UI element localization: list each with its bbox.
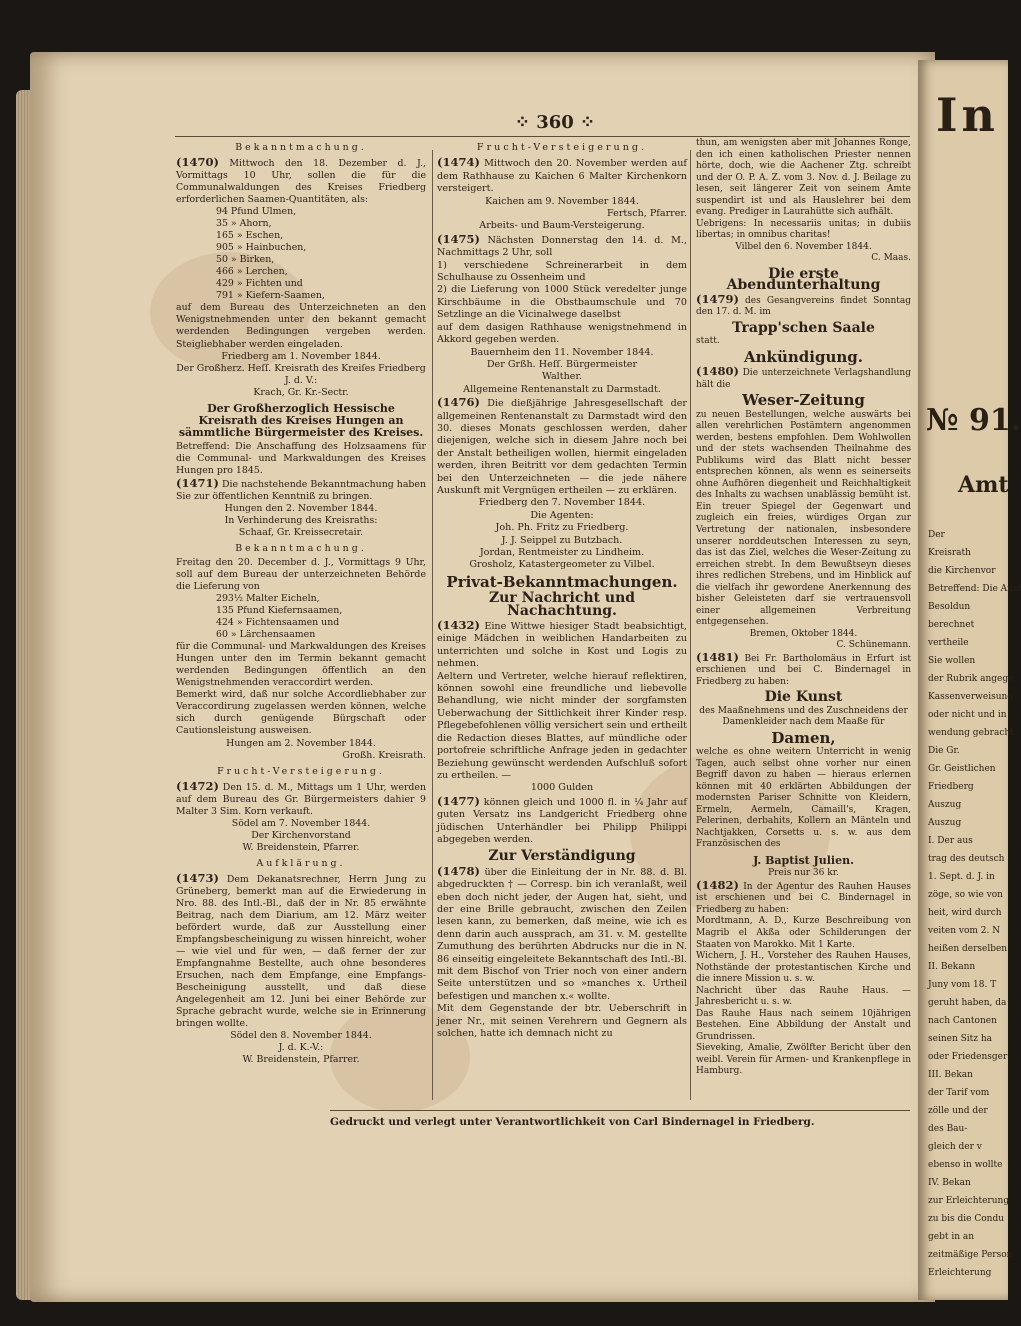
notice-text: auf dem dasigen Rathhause wenigstnehmend in Akkord gegeben werden.	[437, 321, 687, 346]
notice-line	[176, 375, 426, 387]
notice-line	[176, 527, 426, 539]
notice-text: Bremen, Oktober 1844.	[749, 628, 858, 639]
notice-text: J. d. K.-V.:	[278, 1042, 324, 1054]
notice-text: Wichern, J. H., Vorsteher des Rauhen Hauses, Nothstände der protestantischen Kirche und die innere Mission u. s. w.	[696, 951, 911, 985]
notice-text: 429 » Fichten und	[216, 278, 303, 290]
right-page-title: In	[936, 88, 999, 142]
notice-text: Hungen am 2. November 1844.	[226, 737, 376, 749]
notice-paragraph	[696, 336, 911, 348]
notice-text: J. J. Seippel zu Butzbach.	[501, 534, 623, 546]
header-rule	[175, 136, 910, 137]
notice-text: C. Schünemann.	[836, 640, 911, 651]
notice-text: Aufklärung.	[256, 857, 346, 869]
notice-text: Södel den 8. November 1844.	[230, 1030, 372, 1042]
right-page-line: geruht haben, da	[928, 998, 1007, 1008]
notice-number: (1476)	[437, 395, 480, 410]
notice-paragraph	[696, 1043, 911, 1078]
notice-text: Privat-Bekanntmachungen.	[446, 572, 678, 591]
notice-text: W. Breidenstein, Pfarrer.	[242, 1054, 360, 1066]
notice-line	[176, 363, 426, 375]
page-number: ⁘ 360 ⁘	[514, 112, 596, 133]
right-page-line: wendung gebracht	[928, 728, 1014, 738]
notice-text: Aeltern und Vertreter, welche hierauf reflektiren, können sowohl eine freundliche und liebevolle Behandlung, wie nicht minder der sorgfamsten Ueberwachung der Sittlichkeit ihrer Kinder resp. Pflegebefohlenen völlig versichert sein und ertheilt die Redaction dieses Blattes, auf mündliche oder portofreie schriftliche Anfrage jeden in gedachter Beziehung gewünscht werdenden Aufschluß sofort zu ertheilen. —	[437, 670, 687, 781]
right-page-line: ebenso in wollte	[928, 1160, 1003, 1170]
notice-line	[176, 290, 426, 302]
right-page-line: gleich der v	[928, 1142, 982, 1152]
notice-line	[437, 535, 687, 547]
notice-paragraph	[176, 441, 426, 477]
right-page-line: IV. Bekan	[928, 1178, 971, 1188]
notice-text: Nächsten Donnerstag den 14. d. M., Nachmittags 2 Uhr, soll	[437, 234, 687, 259]
notice-number: (1470)	[176, 155, 219, 170]
notice-text: Uebrigens: In necessariis unitas; in dubiis libertas; in omnibus charitas!	[696, 218, 911, 241]
notice-text: Ankündigung.	[744, 347, 863, 366]
notice-heading	[696, 347, 911, 366]
notice-text: Freitag den 20. December d. J., Vormittags 9 Uhr, soll auf dem Bureau der unterzeichneten Behörde die Lieferung von	[176, 557, 426, 593]
notice-number: (1479)	[696, 291, 739, 306]
right-page-line: berechnet	[928, 620, 975, 630]
notice-paragraph	[437, 619, 687, 671]
notice-heading	[176, 766, 426, 778]
column-2	[437, 138, 687, 1040]
notice-text: Krach, Gr. Kr.-Sectr.	[253, 386, 349, 398]
notice-text: Kaichen am 9. November 1844.	[485, 195, 639, 207]
notice-line	[437, 347, 687, 359]
notice-heading	[696, 319, 911, 336]
right-page-line: Auszug	[928, 800, 962, 810]
right-page-fragment	[918, 60, 1021, 1300]
notice-text: Södel am 7. November 1844.	[231, 817, 371, 829]
notice-text: thun, am wenigsten aber mit Johannes Ronge, den ich einen katholischen Priester nennen hörte, doch, wie die Aachener Ztg. schreibt und der O. P. A. Z. vom 3. Nov. d. J. Beilage zu lesen, seit längerer Zeit von seinem Amte suspendirt ist und als Hauslehrer bei dem evang. Prediger in Laurahütte sich aufhält.	[696, 138, 911, 218]
column-1	[176, 138, 426, 1066]
notice-text: Frucht-Versteigerung.	[217, 765, 385, 777]
right-page-line: Kreisrath	[928, 548, 971, 558]
notice-text: 905 » Hainbuchen,	[216, 242, 307, 254]
notice-line	[176, 830, 426, 842]
notice-text: Fertsch, Pfarrer.	[607, 208, 687, 220]
notice-text: 165 » Eschen,	[216, 230, 284, 242]
right-page-line: Besoldun	[928, 602, 971, 612]
notice-line	[696, 706, 911, 729]
notice-heading	[437, 592, 687, 617]
notice-text: Walther.	[541, 371, 583, 383]
right-page-line: Erleichterung	[928, 1268, 992, 1278]
notice-text: 135 Pfund Kiefernsaamen,	[216, 605, 343, 617]
notice-line	[437, 208, 687, 220]
right-page-line: Friedberg	[928, 782, 974, 792]
column-divider-2	[690, 150, 691, 1100]
right-page-line: der Rubrik angege	[928, 674, 1014, 684]
notice-text: Zur Verständigung	[488, 848, 636, 865]
notice-line	[176, 351, 426, 363]
notice-paragraph	[696, 219, 911, 242]
notice-line	[176, 629, 426, 641]
notice-line	[176, 1054, 426, 1066]
notice-number: (1471)	[176, 475, 219, 490]
notice-text: W. Breidenstein, Pfarrer.	[242, 841, 360, 853]
notice-paragraph	[437, 322, 687, 347]
notice-line	[176, 1042, 426, 1054]
notice-text: Die erste Abendunterhaltung	[726, 265, 881, 294]
notice-paragraph	[437, 260, 687, 285]
notice-line	[176, 242, 426, 254]
notice-text: Bauernheim den 11. November 1844.	[470, 346, 654, 358]
notice-text: Preis nur 36 kr.	[768, 868, 839, 879]
notice-text: Den 15. d. M., Mittags um 1 Uhr, werden auf dem Bureau des Gr. Bürgermeisters dahier 9 Malter 3 Sim. Korn verkauft.	[176, 781, 426, 817]
notice-paragraph	[437, 156, 687, 195]
notice-text: zu neuen Bestellungen, welche auswärts bei allen verehrlichen Postämtern angenommen werden, bestens empfohlen. Dem Wohlwollen und der stets wachsenden Theilnahme des Publikums wird das Blatt nicht besser entsprechen können, als wenn es seinerseits ohne Aufhören diegenheit und Reichhaltigkeit des Inhalts zu wachsen unablässig bemüht ist. Ein treuer Spiegel der Gegenwart und zugleich ein freies, würdiges Organ zur Vertretung der nationalen, insbesondere unserer norddeutschen Interessen zu seyn, das ist das Ziel, welches die Weser-Zeitung zu erreichen strebt. In dem Bewußtseyn dieses ihres redlichen Strebens, und im Hinblick auf die vielfach ihr gewordene Anerkennung des bisher Geleisteten darf sie vertrauensvoll einer allgemeinen Verbreitung entgegensehen.	[696, 409, 911, 628]
notice-paragraph	[696, 877, 911, 917]
notice-number: (1473)	[176, 870, 219, 885]
right-page-line: heißen derselben	[928, 944, 1008, 954]
notice-text: Bemerkt wird, daß nur solche Accordliebhaber zur Veraccordirung zugelassen werden können, welche sich durch genügende Bürgschaft oder Cautionsleistung ausweisen.	[176, 689, 426, 737]
notice-paragraph	[696, 747, 911, 851]
right-page-line: Die Gr.	[928, 746, 960, 756]
notice-paragraph	[696, 649, 911, 689]
right-page-line: Betreffend: Die Anst	[928, 584, 1021, 594]
right-page-line: Juny vom 18. T	[928, 980, 997, 990]
notice-text: Eine Wittwe hiesiger Stadt beabsichtigt, einige Mädchen in weiblichen Handarbeiten zu unterrichten und solche in Kost und Logis zu nehmen.	[437, 621, 687, 670]
notice-line	[696, 253, 911, 265]
notice-line	[437, 196, 687, 208]
right-page-line: oder nicht und in	[928, 710, 1007, 720]
notice-text: J. d. V.:	[284, 374, 318, 386]
notice-text: 35 » Ahorn,	[216, 218, 272, 230]
notice-line	[437, 559, 687, 571]
right-page-line: nach Cantonen	[928, 1016, 997, 1026]
notice-line	[176, 605, 426, 617]
notice-number: (1480)	[696, 364, 739, 379]
notice-text: Bei Fr. Bartholomäus in Erfurt ist erschienen und bei C. Bindernagel in Friedberg zu haben:	[696, 653, 911, 687]
notice-heading	[696, 855, 911, 867]
notice-line	[176, 738, 426, 750]
notice-text: Jordan, Rentmeister zu Lindheim.	[479, 547, 645, 558]
notice-text: C. Maas.	[871, 253, 911, 264]
right-page-line: zölle und der	[928, 1106, 988, 1116]
notice-paragraph	[176, 641, 426, 689]
notice-line	[176, 278, 426, 290]
right-page-line: vertheile	[928, 638, 969, 648]
notice-text: Nachricht über das Rauhe Haus. — Jahresbericht u. s. w.	[696, 985, 911, 1008]
notice-text: Bekanntmachung.	[235, 142, 367, 153]
notice-paragraph	[176, 156, 426, 206]
notice-text: Allgemeine Rentenanstalt zu Darmstadt.	[463, 383, 661, 395]
notice-line	[176, 750, 426, 762]
notice-text: 50 » Birken,	[216, 254, 275, 266]
notice-text: Mordtmann, A. D., Kurze Beschreibung von Magrib el Akßa oder Schilderungen der Staaten von Marokko. Mit 1 Karte.	[696, 916, 911, 950]
notice-line	[437, 371, 687, 383]
notice-text: 2) die Lieferung von 1000 Stück veredelter junge Kirschbäume in die Obstbaumschule und 70 Setzlinge an die Vicinalwege daselbst	[437, 284, 687, 321]
right-page-line: zöge, so wie von	[928, 890, 1003, 900]
notice-text: Sieveking, Amalie, Zwölfter Bericht über den weibl. Verein für Armen- und Krankenpflege in Hamburg.	[696, 1043, 911, 1077]
right-page-line: III. Bekan	[928, 1070, 973, 1080]
notice-number: (1474)	[437, 155, 480, 170]
notice-paragraph	[696, 916, 911, 951]
notice-number: (1472)	[176, 778, 219, 793]
notice-paragraph	[176, 477, 426, 503]
notice-paragraph	[696, 1009, 911, 1044]
right-page-line: Sie wollen	[928, 656, 976, 666]
notice-text: 60 » Lärchensaamen	[216, 629, 316, 641]
notice-paragraph	[437, 865, 687, 1003]
notice-line	[696, 242, 911, 254]
right-page-line: Der	[928, 530, 945, 540]
right-page-line: oder Friedensger	[928, 1052, 1008, 1062]
right-page-line: gebt in an	[928, 1232, 975, 1242]
notice-text: Schaaf, Gr. Kreissecretair.	[238, 526, 364, 538]
notice-line	[176, 230, 426, 242]
right-page-line: zur Erleichterung	[928, 1196, 1010, 1206]
notice-paragraph	[696, 986, 911, 1009]
notice-line	[176, 266, 426, 278]
notice-heading	[696, 391, 911, 410]
notice-text: Der Großherzoglich Hessische Kreisrath des Kreises Hungen an sämmtliche Bürgermeister des Kreises.	[178, 401, 424, 439]
notice-line	[437, 547, 687, 559]
notice-text: Die dießjährige Jahresgesellschaft der allgemeinen Rentenanstalt zu Darmstadt wird den 30. dieses Monats geschlossen werden, daher diejenigen, welche sich in diesem Jahre noch bei der Anstalt betheiligen wollen, hiermit eingeladen werden, ihren Beitritt vor dem gedachten Termin bei den Unterzeichneten — die jede nähere Auskunft mit Vergnügen ertheilen — zu erklären.	[437, 398, 687, 496]
footer-rule	[330, 1110, 910, 1111]
right-page-line: Auszug	[928, 818, 962, 828]
notice-text: Weser-Zeitung	[742, 391, 865, 410]
notice-text: Mittwoch den 20. November werden auf dem Rathhause zu Kaichen 6 Malter Kirchenkorn versteigert.	[437, 158, 687, 195]
notice-paragraph	[696, 951, 911, 986]
notice-text: Joh. Ph. Fritz zu Friedberg.	[495, 522, 629, 534]
notice-line	[437, 497, 687, 509]
right-page-line: trag des deutsch	[928, 854, 1005, 864]
right-page-line: der Tarif vom	[928, 1088, 990, 1098]
notice-heading	[437, 572, 687, 591]
notice-text: 1) verschiedene Schreinerarbeit in dem Schulhause zu Ossenheim und	[437, 259, 687, 284]
notice-text: Frucht-Versteigerung.	[476, 142, 648, 153]
notice-paragraph	[176, 780, 426, 818]
notice-paragraph	[176, 872, 426, 1030]
notice-text: Betreffend: Die Anschaffung des Holzsaamens für die Communal- und Markwaldungen des Kreises Hungen pro 1845.	[176, 440, 426, 476]
right-page-number: № 91.	[926, 403, 1021, 438]
notice-text: In Verhinderung des Kreisraths:	[224, 514, 378, 526]
notice-paragraph	[176, 689, 426, 737]
notice-paragraph	[437, 233, 687, 260]
page-number-text: 360	[536, 112, 574, 133]
column-3	[696, 138, 911, 1078]
notice-heading	[176, 543, 426, 555]
notice-heading	[176, 142, 426, 154]
notice-line	[176, 515, 426, 527]
notice-text: Die nachstehende Bekanntmachung haben Sie zur öffentlichen Kenntniß zu bringen.	[176, 478, 426, 502]
notice-text: J. Baptist Julien.	[753, 853, 854, 867]
notice-line	[176, 206, 426, 218]
notice-text: Friedberg den 7. November 1844.	[478, 497, 646, 509]
notice-line	[437, 522, 687, 534]
notice-paragraph	[437, 284, 687, 321]
notice-heading	[437, 848, 687, 865]
notice-text: Friedberg am 1. November 1844.	[221, 350, 381, 362]
imprint-footer: Gedruckt und verlegt unter Verantwortlichkeit von Carl Bindernagel in Friedberg.	[330, 1116, 815, 1128]
right-page-line: veiten vom 2. N	[928, 926, 1001, 936]
notice-text: für die Communal- und Markwaldungen des Kreises Hungen unter den im Termin bekannt gemacht werdenden Bedingungen öffentlich an den Wenigstnehmenden veraccordirt werden.	[176, 641, 426, 689]
notice-number: (1482)	[696, 877, 739, 892]
notice-line	[437, 510, 687, 522]
notice-text: Die Agenten:	[530, 509, 594, 521]
notice-heading	[176, 403, 426, 439]
notice-text: Der Kirchenvorstand	[251, 829, 351, 841]
right-page-line: des Bau-	[928, 1124, 968, 1134]
notice-line	[176, 254, 426, 266]
notice-text: des Gesangvereins findet Sonntag den 17. d. M. im	[696, 295, 911, 318]
notice-text: Das Rauhe Haus nach seinem 10jährigen Bestehen. Eine Abbildung der Anstalt und Grundrissen.	[696, 1008, 911, 1042]
notice-text: Arbeits- und Baum-Versteigerung.	[479, 220, 645, 232]
notice-text: Damen,	[771, 728, 836, 747]
right-page-amt: Amt	[958, 472, 1009, 498]
notice-heading	[437, 142, 687, 154]
notice-line	[176, 218, 426, 230]
right-page-line: heit, wird durch	[928, 908, 1002, 918]
notice-number: (1477)	[437, 793, 480, 808]
notice-line	[696, 629, 911, 641]
right-page-line: die Kirchenvor	[928, 566, 996, 576]
notice-text: des Maaßnehmens und des Zuschneidens der Damenkleider nach dem Maaße für	[699, 705, 908, 728]
notice-heading	[696, 689, 911, 706]
notice-text: Dem Dekanatsrechner, Herrn Jung zu Grüneberg, bemerkt man auf die Erwiederung in Nro. 88. des Intl.-Bl., daß der in Nr. 85 erwähnte Beitrag, nach dem Diarium, am 12. März weiter befördert wurde, daß zur Ausstellung einer Empfangsbescheinigung zu wissen hinreicht, woher — wie viel und für wen, — daß ferner der zur Empfangnahme Bestellte, auch ohne besonderes Ersuchen, nach dem Empfange, eine Empfangs-Bescheinigung ausstellt, und daß diese Angelegenheit am 12. Juni bei einer Behörde zur Sprache gebracht wurde, welche sie in Erinnerung bringen wollte.	[176, 873, 426, 1030]
notice-paragraph	[696, 138, 911, 219]
notice-text: 1000 Gulden	[530, 782, 594, 794]
notice-text: 94 Pfund Ulmen,	[216, 206, 297, 218]
notice-text: 293½ Malter Eicheln,	[216, 593, 320, 605]
notice-line	[176, 503, 426, 515]
notice-paragraph	[176, 302, 426, 350]
notice-text: welche es ohne weitern Unterricht in wenig Tagen, auch selbst ohne vorher nur einen Begriff davon zu haben — hieraus erlernen können mit 40 erklärten Abbildungen der modernsten Pariser Schnitte von Kleidern, Ermeln, Aermeln, Camaill's, Kragen, Pelerinen, derbahits, Kollern an Mänteln und Nachtjakken, Corsetts u. s. w. aus dem Französischen des	[696, 747, 911, 850]
notice-text: 791 » Kiefern-Saamen,	[216, 290, 325, 302]
notice-text: Die Kunst	[764, 689, 843, 706]
notice-paragraph	[696, 291, 911, 319]
notice-line	[176, 818, 426, 830]
notice-text: Vilbel den 6. November 1844.	[735, 241, 872, 252]
notice-line	[176, 842, 426, 854]
notice-text: können gleich und 1000 fl. in ¼ Jahr auf guten Versatz ins Landgericht Friedberg ohne jüdischen Unterhändler bei Philipp Philippi abgegeben werden.	[437, 796, 687, 845]
right-page-line: Gr. Geistlichen	[928, 764, 996, 774]
notice-paragraph	[437, 671, 687, 783]
notice-text: Zur Nachricht und Nachachtung.	[488, 590, 636, 619]
notice-text: statt.	[696, 336, 720, 347]
notice-paragraph	[176, 557, 426, 593]
notice-paragraph	[437, 396, 687, 497]
notice-line	[176, 593, 426, 605]
notice-paragraph	[437, 795, 687, 847]
notice-paragraph	[437, 1003, 687, 1040]
notice-text: 466 » Lerchen,	[216, 266, 288, 278]
notice-line	[176, 617, 426, 629]
notice-text: über die Einleitung der in Nr. 88. d. Bl. abgedruckten † — Corresp. bin ich veranlaßt, weil eben doch nicht jeder, der Augen hat, sieht, und der eine Brille gebraucht, zwischen den Zeilen lesen kann, zu bemerken, daß meine, wie ich es denn darin auch aussprach, am 31. v. M. gestellte Zumuthung des berührten Abdrucks nur die in N. 86 einseitig eingeleitete Bekanntschaft des Intl.-Bl. mit dem Bischof von Trier noch von einer andern Seite unterstützen und so »manches x. Urtheil befestigen und manchen x.« wollte.	[437, 866, 687, 1002]
notice-text: Mit dem Gegenstande der btr. Ueberschrift in jener Nr., mit seinen Verehrern und Gegnern als solchen, hatte ich demnach nicht zu	[437, 1003, 687, 1040]
right-page-line: zu bis die Condu	[928, 1214, 1005, 1224]
notice-number: (1481)	[696, 649, 739, 664]
notice-heading	[696, 265, 911, 294]
right-page-line: seinen Sitz ha	[928, 1034, 993, 1044]
notice-line	[176, 387, 426, 399]
notice-text: Grosholz, Katastergeometer zu Vilbel.	[469, 559, 655, 571]
notice-text: Die unterzeichnete Verlagshandlung hält die	[696, 368, 911, 390]
notice-text: In der Agentur des Rauhen Hauses ist erschienen und bei C. Bindernagel in Friedberg zu haben:	[696, 881, 911, 915]
right-page-line: 1. Sept. d. J. in	[928, 872, 995, 882]
notice-text: Der Grßh. Heſſ. Bürgermeister	[486, 358, 638, 370]
notice-number: (1432)	[437, 618, 480, 633]
notice-number: (1478)	[437, 863, 480, 878]
notice-number: (1475)	[437, 231, 480, 246]
notice-paragraph	[696, 366, 911, 391]
right-page-line: Kassenverweisung	[928, 692, 1014, 702]
notice-line	[176, 1030, 426, 1042]
notice-text: auf dem Bureau des Unterzeichneten an den Wenigstnehmenden unter den bekannt gemacht werdenden Bedingungen vergeben werden. Steigliebhaber werden eingeladen.	[176, 302, 426, 350]
notice-line	[437, 359, 687, 371]
notice-text: Mittwoch den 18. Dezember d. J., Vormittags 10 Uhr, sollen die für die Communalwaldungen des Kreises Friedberg erforderlichen Saamen-Quantitäten, als:	[176, 158, 426, 206]
right-page-line: II. Bekann	[928, 962, 976, 972]
notice-heading	[696, 728, 911, 747]
notice-text: Bekanntmachung.	[235, 543, 367, 554]
notice-paragraph	[696, 410, 911, 629]
notice-heading	[176, 858, 426, 870]
column-divider-1	[432, 150, 433, 1100]
notice-text: Trapp'schen Saale	[732, 319, 875, 336]
notice-text: Der Großherz. Heſſ. Kreisrath des Kreiſes Friedberg	[176, 362, 426, 374]
notice-text: 424 » Fichtensaamen und	[216, 617, 340, 629]
notice-text: Hungen den 2. November 1844.	[224, 502, 378, 514]
right-page-line: I. Der aus	[928, 836, 973, 846]
notice-text: Großh. Kreisrath.	[342, 749, 426, 761]
right-page-line: zeitmäßige Person	[928, 1250, 1013, 1260]
